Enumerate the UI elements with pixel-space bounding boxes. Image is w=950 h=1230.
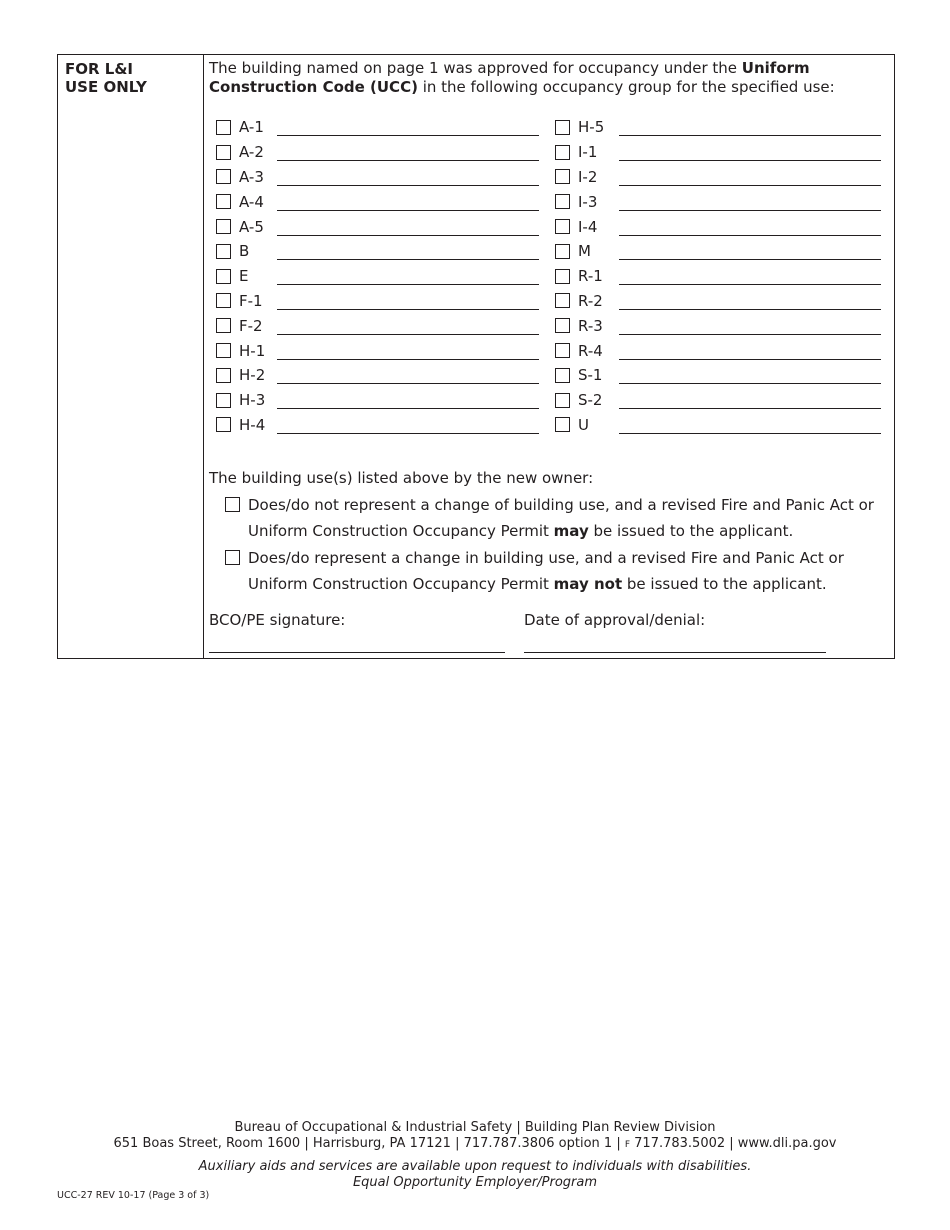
intro-part2: in the following occupancy group for the specified use: <box>417 77 835 96</box>
occupancy-use-field[interactable] <box>619 172 881 186</box>
occupancy-group-checkbox[interactable] <box>216 120 231 135</box>
occupancy-group-checkbox[interactable] <box>555 293 570 308</box>
occupancy-group-label: B <box>239 242 250 261</box>
option2-text: Does/do represent a change in building use, and a revised Fire and Panic Act or Uniform Construction Occupancy Permit <box>248 548 844 593</box>
option2-bold: may not <box>553 575 623 593</box>
occupancy-use-field[interactable] <box>277 246 539 260</box>
occupancy-group-checkbox[interactable] <box>555 244 570 259</box>
occupancy-group-label: A-5 <box>239 217 264 236</box>
occupancy-group-checkbox[interactable] <box>555 194 570 209</box>
occupancy-group-checkbox[interactable] <box>216 318 231 333</box>
occupancy-group-label: I-2 <box>578 167 598 186</box>
occupancy-group-option <box>216 165 539 190</box>
occupancy-use-field[interactable] <box>277 222 539 236</box>
occupancy-group-checkbox[interactable] <box>555 145 570 160</box>
footer-eeo: Equal Opportunity Employer/Program <box>352 1175 598 1190</box>
occupancy-group-option <box>216 388 539 413</box>
occupancy-use-field[interactable] <box>619 420 881 434</box>
occupancy-use-field[interactable] <box>277 370 539 384</box>
option2-text-end: be issued to the applicant. <box>622 575 827 593</box>
occupancy-group-option <box>555 264 881 289</box>
occupancy-group-checkbox[interactable] <box>216 343 231 358</box>
occupancy-group-option <box>555 338 881 363</box>
occupancy-group-label: A-2 <box>239 143 264 162</box>
occupancy-group-label: R-1 <box>578 267 603 286</box>
occupancy-group-label: R-3 <box>578 316 603 335</box>
occupancy-group-label: H-1 <box>239 341 266 360</box>
footer-address <box>0 1136 950 1153</box>
occupancy-group-checkbox[interactable] <box>216 194 231 209</box>
option1-bold: may <box>553 522 589 540</box>
occupancy-use-field[interactable] <box>277 346 539 360</box>
bco-signature-label: BCO/PE signature: <box>209 611 346 629</box>
occupancy-group-option <box>216 264 539 289</box>
occupancy-use-field[interactable] <box>619 147 881 161</box>
approval-date-label: Date of approval/denial: <box>524 611 706 629</box>
occupancy-group-label: H-3 <box>239 391 266 410</box>
occupancy-group-label: A-1 <box>239 118 264 137</box>
occupancy-group-checkbox[interactable] <box>216 368 231 383</box>
occupancy-use-field[interactable] <box>619 321 881 335</box>
occupancy-group-checkbox[interactable] <box>555 120 570 135</box>
occupancy-group-option <box>555 239 881 264</box>
statement-heading: The building use(s) listed above by the new owner: <box>209 469 594 487</box>
occupancy-group-label: R-2 <box>578 291 603 310</box>
footer-fax-web: 717.783.5002 | www.dli.pa.gov <box>630 1136 837 1151</box>
occupancy-group-checkbox[interactable] <box>216 244 231 259</box>
occupancy-group-label: I-3 <box>578 192 598 211</box>
option-no-change <box>209 492 891 545</box>
occupancy-group-option <box>216 338 539 363</box>
occupancy-group-label: A-4 <box>239 192 264 211</box>
occupancy-group-option <box>555 363 881 388</box>
occupancy-use-field[interactable] <box>277 122 539 136</box>
occupancy-group-option <box>555 115 881 140</box>
occupancy-group-option <box>216 115 539 140</box>
occupancy-group-checkbox[interactable] <box>216 219 231 234</box>
occupancy-use-field[interactable] <box>277 271 539 285</box>
occupancy-use-field[interactable] <box>277 197 539 211</box>
occupancy-groups-left <box>216 115 539 437</box>
occupancy-use-field[interactable] <box>619 197 881 211</box>
occupancy-group-label: R-4 <box>578 341 603 360</box>
bco-signature-field[interactable] <box>209 652 505 653</box>
occupancy-use-field[interactable] <box>619 296 881 310</box>
option1-text-end: be issued to the applicant. <box>588 522 794 540</box>
occupancy-group-label: I-1 <box>578 143 598 162</box>
occupancy-group-option <box>216 413 539 438</box>
occupancy-use-field[interactable] <box>619 271 881 285</box>
occupancy-group-label: S-2 <box>578 391 603 410</box>
occupancy-group-checkbox[interactable] <box>216 169 231 184</box>
form-code: UCC-27 REV 10-17 (Page 3 of 3) <box>57 1190 210 1201</box>
occupancy-group-checkbox[interactable] <box>216 145 231 160</box>
occupancy-group-option <box>555 413 881 438</box>
occupancy-group-option <box>216 363 539 388</box>
occupancy-group-label: E <box>239 267 249 286</box>
footer-bureau: Bureau of Occupational & Industrial Safety | Building Plan Review Division <box>234 1120 716 1135</box>
occupancy-use-field[interactable] <box>619 395 881 409</box>
occupancy-group-checkbox[interactable] <box>216 417 231 432</box>
occupancy-group-checkbox[interactable] <box>555 393 570 408</box>
occupancy-approval-form <box>57 54 895 659</box>
occupancy-use-field[interactable] <box>619 222 881 236</box>
occupancy-group-option <box>555 289 881 314</box>
occupancy-use-field[interactable] <box>619 122 881 136</box>
occupancy-group-option <box>216 140 539 165</box>
occupancy-group-label: I-4 <box>578 217 598 236</box>
occupancy-group-option <box>216 214 539 239</box>
intro-part1: The building named on page 1 was approved for occupancy under the <box>209 59 742 77</box>
occupancy-group-option <box>555 165 881 190</box>
occupancy-use-field[interactable] <box>277 395 539 409</box>
occupancy-group-checkbox[interactable] <box>555 169 570 184</box>
footer-contact <box>0 1120 950 1153</box>
occupancy-group-option <box>216 289 539 314</box>
header-line-1: FOR L&I <box>65 60 133 78</box>
option1-text: Does/do not represent a change of building use, and a revised Fire and Panic Act or Uniform Construction Occupancy Permit <box>248 495 874 540</box>
change-checkbox[interactable] <box>225 550 240 565</box>
change-of-use-statement <box>209 465 891 598</box>
footer-aux-aids: Auxiliary aids and services are available upon request to individuals with disabilities. <box>198 1159 752 1174</box>
occupancy-groups-right <box>555 115 881 437</box>
occupancy-group-option <box>555 214 881 239</box>
intro-bold-ucc: Uniform Construction Code (UCC) <box>209 59 810 96</box>
footer-notice <box>0 1159 950 1191</box>
footer-address-main: 651 Boas Street, Room 1600 | Harrisburg, PA 17121 | 717.787.3806 option 1 | <box>113 1136 625 1151</box>
occupancy-use-field[interactable] <box>277 147 539 161</box>
approval-date-field[interactable] <box>524 652 826 653</box>
occupancy-group-option <box>216 189 539 214</box>
occupancy-group-checkbox[interactable] <box>216 269 231 284</box>
occupancy-group-label: F-1 <box>239 291 263 310</box>
occupancy-group-checkbox[interactable] <box>555 417 570 432</box>
for-li-use-only-header <box>58 55 204 658</box>
occupancy-use-field[interactable] <box>619 370 881 384</box>
occupancy-group-checkbox[interactable] <box>555 318 570 333</box>
occupancy-group-option <box>555 140 881 165</box>
occupancy-group-label: H-4 <box>239 415 266 434</box>
occupancy-group-label: S-1 <box>578 366 603 385</box>
occupancy-group-label: U <box>578 415 589 434</box>
occupancy-use-field[interactable] <box>277 321 539 335</box>
occupancy-group-checkbox[interactable] <box>216 393 231 408</box>
occupancy-use-field[interactable] <box>619 346 881 360</box>
occupancy-group-label: M <box>578 242 591 261</box>
occupancy-group-option <box>216 313 539 338</box>
occupancy-group-label: F-2 <box>239 316 263 335</box>
header-line-2: USE ONLY <box>65 78 147 96</box>
occupancy-group-option <box>555 189 881 214</box>
occupancy-group-option <box>555 313 881 338</box>
occupancy-use-field[interactable] <box>619 246 881 260</box>
occupancy-group-label: H-5 <box>578 118 605 137</box>
occupancy-use-field[interactable] <box>277 296 539 310</box>
occupancy-group-label: A-3 <box>239 167 264 186</box>
no-change-checkbox[interactable] <box>225 497 240 512</box>
occupancy-group-checkbox[interactable] <box>216 293 231 308</box>
occupancy-group-option <box>216 239 539 264</box>
option-change <box>209 545 891 598</box>
occupancy-group-checkbox[interactable] <box>555 343 570 358</box>
occupancy-group-checkbox[interactable] <box>555 269 570 284</box>
occupancy-group-option <box>555 388 881 413</box>
approval-intro-text <box>209 59 889 96</box>
occupancy-use-field[interactable] <box>277 172 539 186</box>
occupancy-use-field[interactable] <box>277 420 539 434</box>
occupancy-group-checkbox[interactable] <box>555 219 570 234</box>
occupancy-group-label: H-2 <box>239 366 266 385</box>
occupancy-group-checkbox[interactable] <box>555 368 570 383</box>
footer-fax-letter: F <box>624 1140 631 1150</box>
